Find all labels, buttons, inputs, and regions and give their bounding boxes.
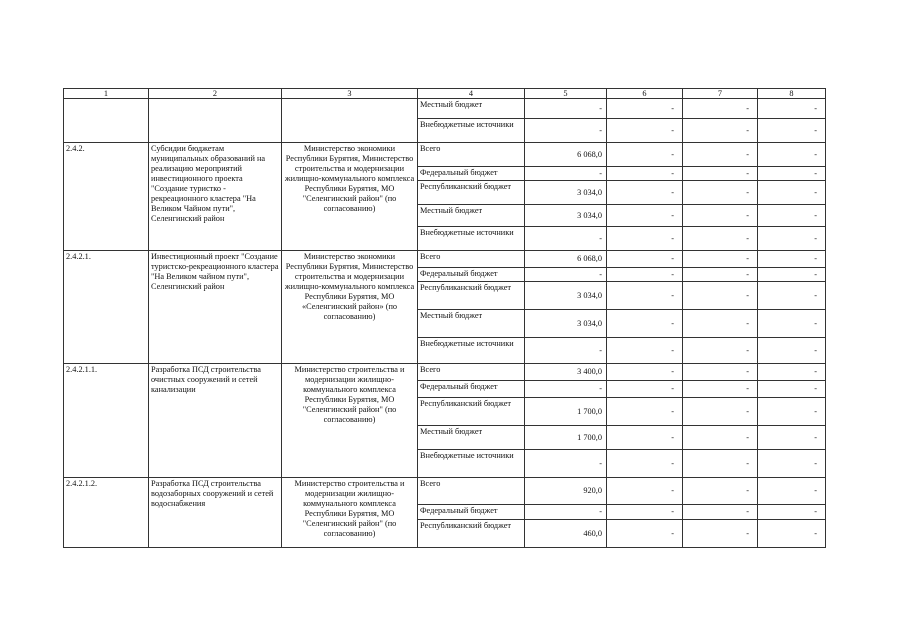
item-executor: [282, 99, 418, 143]
amount-col5: -: [525, 338, 607, 364]
funding-source: Всего: [418, 478, 525, 505]
amount-col6: -: [607, 205, 683, 227]
item-executor: Министерство экономики Республики Бурятия, Министерство строительства и модернизации жилищно-коммунального комплекса Республики Бурятия, МО "Селенгинский район" (по согласованию): [282, 143, 418, 251]
amount-col5: -: [525, 381, 607, 398]
amount-col8: -: [758, 119, 826, 143]
item-code: 2.4.2.1.: [64, 251, 149, 364]
item-name: Инвестиционный проект "Создание туристско-рекреационного кластера "На Великом чайном пути", Селенгинский район: [149, 251, 282, 364]
amount-col6: -: [607, 398, 683, 426]
table-body: [64, 89, 826, 548]
column-number-header-row: [64, 89, 826, 99]
amount-col8: -: [758, 364, 826, 381]
column-number: 2: [149, 89, 282, 99]
amount-col6: -: [607, 282, 683, 310]
budget-table: [63, 88, 826, 548]
amount-col8: -: [758, 520, 826, 548]
amount-col8: -: [758, 99, 826, 119]
amount-col6: -: [607, 450, 683, 478]
amount-col5: 3 034,0: [525, 205, 607, 227]
amount-col5: -: [525, 450, 607, 478]
amount-col7: -: [683, 119, 758, 143]
amount-col7: -: [683, 205, 758, 227]
amount-col5: -: [525, 227, 607, 251]
amount-col8: -: [758, 505, 826, 520]
amount-col5: -: [525, 505, 607, 520]
amount-col7: -: [683, 364, 758, 381]
amount-col7: -: [683, 181, 758, 205]
item-name: Субсидии бюджетам муниципальных образований на реализацию мероприятий инвестиционного проекта "Создание туристко - рекреационного кластера "На Великом Чайном пути", Селенгинский район: [149, 143, 282, 251]
column-number: 5: [525, 89, 607, 99]
amount-col8: -: [758, 398, 826, 426]
funding-source: Внебюджетные источники: [418, 119, 525, 143]
funding-source: Республиканский бюджет: [418, 398, 525, 426]
amount-col5: -: [525, 167, 607, 181]
funding-source: Внебюджетные источники: [418, 227, 525, 251]
amount-col6: -: [607, 338, 683, 364]
amount-col7: -: [683, 505, 758, 520]
amount-col6: -: [607, 520, 683, 548]
amount-col6: -: [607, 505, 683, 520]
amount-col6: -: [607, 143, 683, 167]
item-executor: Министерство строительства и модернизации жилищно-коммунального комплекса Республики Бурятия, МО "Селенгинский район" (по согласованию): [282, 364, 418, 478]
column-number: 7: [683, 89, 758, 99]
amount-col7: -: [683, 310, 758, 338]
amount-col5: 6 068,0: [525, 143, 607, 167]
funding-source: Всего: [418, 364, 525, 381]
item-code: 2.4.2.1.1.: [64, 364, 149, 478]
funding-source: Федеральный бюджет: [418, 268, 525, 282]
funding-source: Всего: [418, 143, 525, 167]
funding-source: Местный бюджет: [418, 426, 525, 450]
amount-col7: -: [683, 398, 758, 426]
item-name: Разработка ПСД строительства очистных сооружений и сетей канализации: [149, 364, 282, 478]
amount-col8: -: [758, 143, 826, 167]
amount-col8: -: [758, 205, 826, 227]
amount-col5: -: [525, 119, 607, 143]
item-code: [64, 99, 149, 143]
funding-source: Федеральный бюджет: [418, 381, 525, 398]
amount-col5: 3 034,0: [525, 181, 607, 205]
amount-col6: -: [607, 119, 683, 143]
amount-col5: -: [525, 99, 607, 119]
amount-col5: -: [525, 268, 607, 282]
item-executor: Министерство экономики Республики Бурятия, Министерство строительства и модернизации жилищно-коммунального комплекса Республики Бурятия, МО «Селенгинский район» (по согласованию): [282, 251, 418, 364]
amount-col7: -: [683, 478, 758, 505]
funding-source: Федеральный бюджет: [418, 167, 525, 181]
table-row: [64, 251, 826, 268]
amount-col8: -: [758, 338, 826, 364]
amount-col7: -: [683, 99, 758, 119]
amount-col8: -: [758, 450, 826, 478]
item-code: 2.4.2.: [64, 143, 149, 251]
amount-col7: -: [683, 520, 758, 548]
table-row: [64, 364, 826, 381]
amount-col7: -: [683, 338, 758, 364]
amount-col8: -: [758, 282, 826, 310]
column-number: 3: [282, 89, 418, 99]
amount-col7: -: [683, 268, 758, 282]
amount-col5: 1 700,0: [525, 426, 607, 450]
amount-col5: 3 400,0: [525, 364, 607, 381]
amount-col8: -: [758, 310, 826, 338]
amount-col6: -: [607, 181, 683, 205]
amount-col5: 6 068,0: [525, 251, 607, 268]
funding-source: Республиканский бюджет: [418, 282, 525, 310]
amount-col8: -: [758, 181, 826, 205]
amount-col6: -: [607, 268, 683, 282]
column-number: 8: [758, 89, 826, 99]
amount-col6: -: [607, 364, 683, 381]
amount-col5: 460,0: [525, 520, 607, 548]
table-row: [64, 478, 826, 505]
column-number: 6: [607, 89, 683, 99]
amount-col7: -: [683, 450, 758, 478]
amount-col7: -: [683, 426, 758, 450]
item-executor: Министерство строительства и модернизации жилищно-коммунального комплекса Республики Бурятия, МО "Селенгинский район" (по согласованию): [282, 478, 418, 548]
amount-col6: -: [607, 99, 683, 119]
amount-col8: -: [758, 268, 826, 282]
funding-source: Внебюджетные источники: [418, 450, 525, 478]
table-row: [64, 143, 826, 167]
amount-col5: 1 700,0: [525, 398, 607, 426]
amount-col7: -: [683, 282, 758, 310]
amount-col8: -: [758, 381, 826, 398]
funding-source: Местный бюджет: [418, 205, 525, 227]
amount-col7: -: [683, 167, 758, 181]
funding-source: Местный бюджет: [418, 310, 525, 338]
amount-col7: -: [683, 381, 758, 398]
funding-source: Местный бюджет: [418, 99, 525, 119]
amount-col7: -: [683, 227, 758, 251]
funding-source: Федеральный бюджет: [418, 505, 525, 520]
amount-col6: -: [607, 251, 683, 268]
column-number: 1: [64, 89, 149, 99]
column-number: 4: [418, 89, 525, 99]
amount-col7: -: [683, 143, 758, 167]
amount-col8: -: [758, 478, 826, 505]
amount-col6: -: [607, 227, 683, 251]
amount-col6: -: [607, 310, 683, 338]
amount-col7: -: [683, 251, 758, 268]
amount-col5: 3 034,0: [525, 282, 607, 310]
amount-col6: -: [607, 426, 683, 450]
amount-col6: -: [607, 381, 683, 398]
amount-col5: 3 034,0: [525, 310, 607, 338]
amount-col5: 920,0: [525, 478, 607, 505]
funding-source: Внебюджетные источники: [418, 338, 525, 364]
funding-source: Всего: [418, 251, 525, 268]
funding-source: Республиканский бюджет: [418, 181, 525, 205]
amount-col8: -: [758, 167, 826, 181]
item-name: [149, 99, 282, 143]
item-code: 2.4.2.1.2.: [64, 478, 149, 548]
amount-col8: -: [758, 426, 826, 450]
table-row: [64, 99, 826, 119]
item-name: Разработка ПСД строительства водозаборных сооружений и сетей водоснабжения: [149, 478, 282, 548]
amount-col6: -: [607, 478, 683, 505]
amount-col6: -: [607, 167, 683, 181]
amount-col8: -: [758, 227, 826, 251]
funding-source: Республиканский бюджет: [418, 520, 525, 548]
amount-col8: -: [758, 251, 826, 268]
